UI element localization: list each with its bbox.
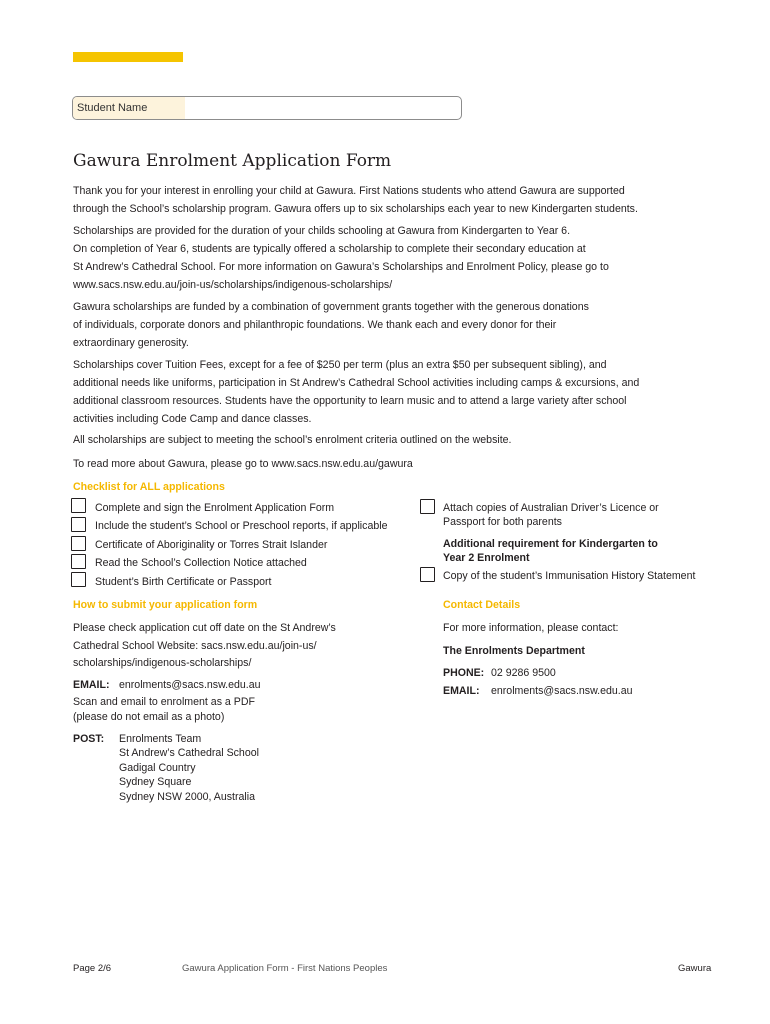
- submit-scan-line2: (please do not email as a photo): [73, 711, 225, 723]
- post-label: POST:: [73, 733, 105, 745]
- contact-department: The Enrolments Department: [443, 645, 585, 657]
- checklist-heading: Checklist for ALL applications: [73, 481, 225, 493]
- submit-line-3: scholarships/indigenous-scholarships/: [73, 657, 252, 669]
- submit-heading: How to submit your application form: [73, 599, 258, 611]
- submit-email-value[interactable]: enrolments@sacs.nsw.edu.au: [119, 679, 261, 691]
- checklist-checkbox-licence[interactable]: [420, 499, 435, 514]
- post-address-line-5: Sydney NSW 2000, Australia: [119, 791, 256, 803]
- checklist-item-immunisation: Copy of the student’s Immunisation History Statement: [443, 570, 696, 582]
- checklist-item-licence-line1: Attach copies of Australian Driver’s Licence or: [443, 502, 659, 514]
- footer-document-title: Gawura Application Form - First Nations Peoples: [182, 963, 388, 974]
- post-address-line-2: St Andrew’s Cathedral School: [119, 747, 259, 759]
- checklist-item-5: Student’s Birth Certificate or Passport: [95, 576, 272, 588]
- contact-heading: Contact Details: [443, 599, 521, 611]
- intro-paragraph-2: Scholarships are provided for the duration of your childs schooling at Gawura from Kindergarten to Year 6. On completion of Year 6, students are typically offered a scholarship to complete their secondary education at St Andrew’s Cathedral School. For more information on Gawura’s Scholarships and Enrolment Policy, please go to www.sacs.nsw.edu.au/join-us/scholarships/indigenous-scholarships/: [73, 222, 713, 294]
- checklist-item-2: Include the student’s School or Preschool reports, if applicable: [95, 520, 388, 532]
- checklist-item-3: Certificate of Aboriginality or Torres Strait Islander: [95, 539, 328, 551]
- contact-email-value[interactable]: enrolments@sacs.nsw.edu.au: [491, 685, 633, 697]
- additional-requirement-heading-line1: Additional requirement for Kindergarten to: [443, 538, 658, 550]
- contact-intro: For more information, please contact:: [443, 622, 619, 634]
- submit-line-2: Cathedral School Website: sacs.nsw.edu.au/join-us/: [73, 640, 317, 652]
- intro-paragraph-3: Gawura scholarships are funded by a combination of government grants together with the generous donations of individuals, corporate donors and philanthropic foundations. We thank each and every donor for their extraordinary generosity.: [73, 301, 589, 349]
- checklist-checkbox-3[interactable]: [71, 536, 86, 551]
- checklist-checkbox-2[interactable]: [71, 517, 86, 532]
- brand-accent-bar: [73, 52, 183, 62]
- scholarships-link[interactable]: www.sacs.nsw.edu.au/join-us/scholarships/indigenous-scholarships/: [73, 279, 393, 291]
- contact-phone-label: PHONE:: [443, 667, 485, 679]
- intro-paragraph-5: All scholarships are subject to meeting the school’s enrolment criteria outlined on the website.: [73, 434, 512, 446]
- submit-scan-line1: Scan and email to enrolment as a PDF: [73, 696, 255, 708]
- intro-paragraph-6: To read more about Gawura, please go to www.sacs.nsw.edu.au/gawura: [73, 458, 413, 470]
- contact-phone-value[interactable]: 02 9286 9500: [491, 667, 556, 679]
- student-name-label: Student Name: [73, 97, 185, 119]
- checklist-checkbox-5[interactable]: [71, 572, 86, 587]
- checklist-item-1: Complete and sign the Enrolment Application Form: [95, 502, 335, 514]
- submit-email-label: EMAIL:: [73, 679, 110, 691]
- checklist-checkbox-4[interactable]: [71, 554, 86, 569]
- checklist-checkbox-immunisation[interactable]: [420, 567, 435, 582]
- checklist-checkbox-1[interactable]: [71, 498, 86, 513]
- page-title: Gawura Enrolment Application Form: [73, 151, 392, 171]
- contact-email-label: EMAIL:: [443, 685, 480, 697]
- student-name-field[interactable]: [72, 96, 462, 120]
- footer-page-number: Page 2/6: [73, 963, 112, 974]
- intro-paragraph-1: Thank you for your interest in enrolling your child at Gawura. First Nations students who attend Gawura are supported through the School’s scholarship program. Gawura offers up to six scholarships each year to new Kindergarten students.: [73, 185, 638, 215]
- checklist-item-4: Read the School’s Collection Notice attached: [95, 557, 307, 569]
- post-address-line-4: Sydney Square: [119, 776, 192, 788]
- intro-paragraph-4: Scholarships cover Tuition Fees, except for a fee of $250 per term (plus an extra $50 per subsequent sibling), and additional needs like uniforms, participation in St Andrew’s Cathedral School activities including camps & excursions, and additional classroom resources. Students have the opportunity to learn music and to attend a large variety after school activities including Code Camp and dance classes.: [73, 359, 640, 425]
- checklist-item-licence-line2: Passport for both parents: [443, 516, 562, 528]
- additional-requirement-heading-line2: Year 2 Enrolment: [443, 552, 530, 564]
- footer-brand: Gawura: [678, 963, 712, 974]
- submit-line-1: Please check application cut off date on the St Andrew’s: [73, 622, 336, 634]
- post-address-line-1: Enrolments Team: [119, 733, 202, 745]
- post-address-line-3: Gadigal Country: [119, 762, 196, 774]
